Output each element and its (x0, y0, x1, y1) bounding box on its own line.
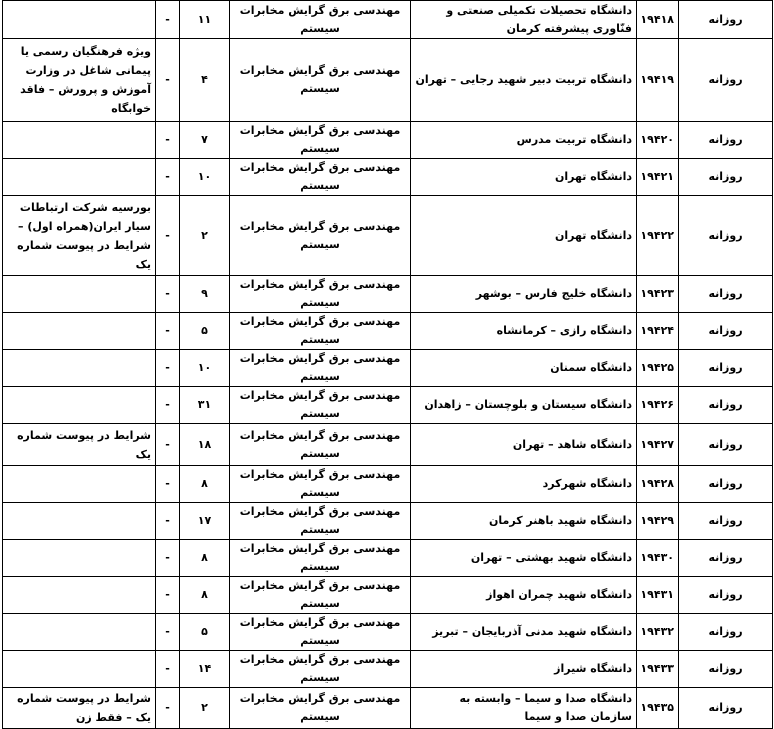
field-cell: مهندسی برق گرایش مخابرات سیستم (230, 688, 411, 729)
code-cell: ۱۹۴۲۹ (637, 503, 679, 540)
code-cell: ۱۹۴۲۳ (637, 276, 679, 313)
note-cell: ویژه فرهنگیان رسمی یا پیمانی شاغل در وزارت آموزش و پرورش – فاقد خوابگاه (3, 39, 156, 122)
capacity-cell: ۵ (180, 313, 230, 350)
dash-cell: - (156, 39, 180, 122)
code-cell: ۱۹۴۳۰ (637, 540, 679, 577)
table-row (3, 122, 773, 159)
capacity-cell: ۸ (180, 577, 230, 614)
code-cell: ۱۹۴۲۸ (637, 466, 679, 503)
code-cell: ۱۹۴۲۶ (637, 387, 679, 424)
code-cell: ۱۹۴۲۷ (637, 424, 679, 466)
capacity-cell: ۸ (180, 540, 230, 577)
capacity-cell: ۲ (180, 196, 230, 276)
table-row (3, 540, 773, 577)
university-cell: دانشگاه صدا و سیما – وابسته به سازمان صدا و سیما (411, 688, 637, 729)
dash-cell: - (156, 466, 180, 503)
university-cell: دانشگاه تهران (411, 159, 637, 196)
code-cell: ۱۹۴۲۴ (637, 313, 679, 350)
capacity-cell: ۴ (180, 39, 230, 122)
note-cell: بورسیه شرکت ارتباطات سیار ایران(همراه اول) – شرایط در پیوست شماره یک (3, 196, 156, 276)
dash-cell: - (156, 387, 180, 424)
table-row (3, 466, 773, 503)
admissions-table (2, 0, 773, 729)
table-row (3, 614, 773, 651)
university-cell: دانشگاه شهید چمران اهواز (411, 577, 637, 614)
capacity-cell: ۳۱ (180, 387, 230, 424)
code-cell: ۱۹۴۲۱ (637, 159, 679, 196)
field-cell: مهندسی برق گرایش مخابرات سیستم (230, 466, 411, 503)
code-cell: ۱۹۴۲۰ (637, 122, 679, 159)
table-row (3, 387, 773, 424)
university-cell: دانشگاه خلیج فارس – بوشهر (411, 276, 637, 313)
table-row (3, 313, 773, 350)
field-cell: مهندسی برق گرایش مخابرات سیستم (230, 614, 411, 651)
capacity-cell: ۲ (180, 688, 230, 729)
note-cell (3, 350, 156, 387)
shift-cell: روزانه (679, 577, 773, 614)
university-cell: دانشگاه تربیت دبیر شهید رجایی – تهران (411, 39, 637, 122)
field-cell: مهندسی برق گرایش مخابرات سیستم (230, 424, 411, 466)
field-cell: مهندسی برق گرایش مخابرات سیستم (230, 1, 411, 39)
capacity-cell: ۹ (180, 276, 230, 313)
note-cell (3, 466, 156, 503)
university-cell: دانشگاه شهرکرد (411, 466, 637, 503)
code-cell: ۱۹۴۳۵ (637, 688, 679, 729)
note-cell (3, 387, 156, 424)
note-cell (3, 651, 156, 688)
field-cell: مهندسی برق گرایش مخابرات سیستم (230, 196, 411, 276)
code-cell: ۱۹۴۲۵ (637, 350, 679, 387)
university-cell: دانشگاه تهران (411, 196, 637, 276)
table-row (3, 651, 773, 688)
code-cell: ۱۹۴۳۲ (637, 614, 679, 651)
note-cell: شرایط در پیوست شماره یک – فقط زن (3, 688, 156, 729)
dash-cell: - (156, 503, 180, 540)
note-cell (3, 122, 156, 159)
code-cell: ۱۹۴۱۹ (637, 39, 679, 122)
table-row (3, 688, 773, 729)
shift-cell: روزانه (679, 540, 773, 577)
dash-cell: - (156, 424, 180, 466)
shift-cell: روزانه (679, 503, 773, 540)
shift-cell: روزانه (679, 688, 773, 729)
university-cell: دانشگاه تربیت مدرس (411, 122, 637, 159)
capacity-cell: ۷ (180, 122, 230, 159)
table-row (3, 276, 773, 313)
shift-cell: روزانه (679, 276, 773, 313)
university-cell: دانشگاه سمنان (411, 350, 637, 387)
shift-cell: روزانه (679, 1, 773, 39)
shift-cell: روزانه (679, 313, 773, 350)
dash-cell: - (156, 276, 180, 313)
note-cell (3, 503, 156, 540)
note-cell (3, 577, 156, 614)
shift-cell: روزانه (679, 122, 773, 159)
table-row (3, 39, 773, 122)
field-cell: مهندسی برق گرایش مخابرات سیستم (230, 540, 411, 577)
field-cell: مهندسی برق گرایش مخابرات سیستم (230, 122, 411, 159)
capacity-cell: ۱۱ (180, 1, 230, 39)
shift-cell: روزانه (679, 350, 773, 387)
shift-cell: روزانه (679, 424, 773, 466)
field-cell: مهندسی برق گرایش مخابرات سیستم (230, 39, 411, 122)
university-cell: دانشگاه شهید مدنی آذربایجان – تبریز (411, 614, 637, 651)
table-row (3, 1, 773, 39)
note-cell (3, 540, 156, 577)
dash-cell: - (156, 577, 180, 614)
shift-cell: روزانه (679, 39, 773, 122)
code-cell: ۱۹۴۲۲ (637, 196, 679, 276)
shift-cell: روزانه (679, 466, 773, 503)
dash-cell: - (156, 196, 180, 276)
capacity-cell: ۱۰ (180, 350, 230, 387)
code-cell: ۱۹۴۱۸ (637, 1, 679, 39)
note-cell (3, 159, 156, 196)
university-cell: دانشگاه شاهد – تهران (411, 424, 637, 466)
dash-cell: - (156, 122, 180, 159)
shift-cell: روزانه (679, 387, 773, 424)
table-row (3, 159, 773, 196)
note-cell (3, 614, 156, 651)
field-cell: مهندسی برق گرایش مخابرات سیستم (230, 503, 411, 540)
dash-cell: - (156, 350, 180, 387)
capacity-cell: ۱۴ (180, 651, 230, 688)
field-cell: مهندسی برق گرایش مخابرات سیستم (230, 651, 411, 688)
table-row (3, 577, 773, 614)
shift-cell: روزانه (679, 196, 773, 276)
shift-cell: روزانه (679, 159, 773, 196)
dash-cell: - (156, 688, 180, 729)
university-cell: دانشگاه شیراز (411, 651, 637, 688)
code-cell: ۱۹۴۳۱ (637, 577, 679, 614)
field-cell: مهندسی برق گرایش مخابرات سیستم (230, 387, 411, 424)
note-cell (3, 276, 156, 313)
table-row (3, 196, 773, 276)
field-cell: مهندسی برق گرایش مخابرات سیستم (230, 577, 411, 614)
capacity-cell: ۱۰ (180, 159, 230, 196)
dash-cell: - (156, 651, 180, 688)
table-row (3, 350, 773, 387)
university-cell: دانشگاه شهید باهنر کرمان (411, 503, 637, 540)
university-cell: دانشگاه شهید بهشتی – تهران (411, 540, 637, 577)
dash-cell: - (156, 540, 180, 577)
field-cell: مهندسی برق گرایش مخابرات سیستم (230, 159, 411, 196)
capacity-cell: ۵ (180, 614, 230, 651)
table-row (3, 503, 773, 540)
shift-cell: روزانه (679, 614, 773, 651)
code-cell: ۱۹۴۳۳ (637, 651, 679, 688)
field-cell: مهندسی برق گرایش مخابرات سیستم (230, 313, 411, 350)
dash-cell: - (156, 1, 180, 39)
capacity-cell: ۸ (180, 466, 230, 503)
university-cell: دانشگاه رازی – کرمانشاه (411, 313, 637, 350)
capacity-cell: ۱۸ (180, 424, 230, 466)
dash-cell: - (156, 313, 180, 350)
note-cell: شرایط در پیوست شماره یک (3, 424, 156, 466)
dash-cell: - (156, 159, 180, 196)
field-cell: مهندسی برق گرایش مخابرات سیستم (230, 276, 411, 313)
university-cell: دانشگاه تحصیلات تکمیلی صنعتی و فنّاوری پیشرفته کرمان (411, 1, 637, 39)
capacity-cell: ۱۷ (180, 503, 230, 540)
note-cell (3, 313, 156, 350)
shift-cell: روزانه (679, 651, 773, 688)
table-row (3, 424, 773, 466)
dash-cell: - (156, 614, 180, 651)
table-body (3, 1, 773, 729)
university-cell: دانشگاه سیستان و بلوچستان – زاهدان (411, 387, 637, 424)
note-cell (3, 1, 156, 39)
field-cell: مهندسی برق گرایش مخابرات سیستم (230, 350, 411, 387)
